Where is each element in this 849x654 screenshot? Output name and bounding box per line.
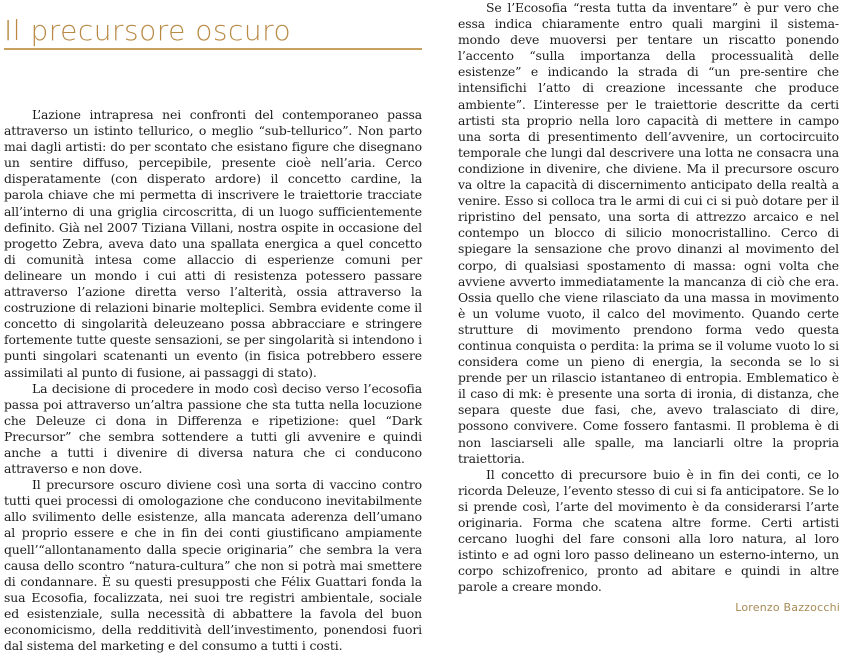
paragraph: Il precursore oscuro diviene così una sorta di vaccino contro tutti quei processi di omologazione che conducono inevitabilmente allo svilimento delle esistenze, alla mancata aderenza dell’umano al proprio essere e che in fin dei conti giustificano ampiamente quell’“allontanamento dalla specie originaria” che sembra la vera causa dello scontro “natura-cultura” che non si potrà mai smettere di condannare. È su questi presupposti che Félix Guattari fonda la sua Ecosofia, focalizzata, nei suoi tre registri ambientale, sociale ed esistenziale, sulla necessità di abbattere la favola del buon economicismo, della redditività dell’investimento, ponendosi fuori dal sistema del marketing e del consumo a tutti i costi. bbox=[4, 477, 422, 654]
author-signature: Lorenzo Bazzocchi bbox=[735, 601, 840, 614]
page-title: Il precursore oscuro bbox=[4, 14, 292, 47]
paragraph: L’azione intrapresa nei confronti del contemporaneo passa attraverso un istinto tellurico, o meglio “sub-tellurico”. Non parto mai dagli artisti: do per scontato che esistano figure che disegnano un sentire diffuso, percepibile, presente cioè nell’aria. Cerco disperatamente (con disperato ardore) il concetto cardine, la parola chiave che mi permetta di inscrivere le traiettorie tracciate all’interno di una griglia circoscritta, di un luogo sufficientemente definito. Già nel 2007 Tiziana Villani, nostra ospite in occasione del progetto Zebra, aveva dato una spallata energica a quel concetto di comunità intesa come allaccio di esperienze comuni per delineare un mondo i cui atti di resistenza potessero passare attraverso l’azione diretta verso l’alterità, ossia attraverso la costruzione di relazioni binarie molteplici. Sembra evidente come il concetto di singolarità deleuzeano possa abbracciare e stringere fortemente tutte queste sensazioni, se per singolarità si intendono i punti singolari scatenanti un evento (in fisica potrebbero essere assimilati al punto di fusione, ai passaggi di stato). bbox=[4, 107, 422, 380]
title-underline bbox=[4, 48, 422, 50]
right-text-column bbox=[458, 0, 839, 595]
paragraph: Il concetto di precursore buio è in fin dei conti, ce lo ricorda Deleuze, l’evento stesso di cui si fa anticipatore. Se lo si prende così, l’arte del movimento è da considerarsi l’arte originaria. Forma che scatena altre forme. Certi artisti cercano luoghi del fare consoni alla loro natura, al loro istinto e ad ogni loro passo delineano un esterno-interno, un corpo schizofrenico, pronto ad abitare e quindi in altre parole a creare mondo. bbox=[458, 466, 839, 595]
left-text-column bbox=[4, 107, 422, 654]
paragraph: La decisione di procedere in modo così deciso verso l’ecosofia passa poi attraverso un’altra passione che sta tutta nella locuzione che Deleuze ci dona in Differenza e ripetizione: quel “Dark Precursor” che sembra sottendere a tutti gli avvenire e quindi anche a tutti i divenire di diversa natura che ci conducono attraverso e non dove. bbox=[4, 380, 422, 477]
paragraph: Se l’Ecosofia “resta tutta da inventare” è pur vero che essa indica chiaramente entro quali margini il sistema-mondo deve muoversi per tentare un riscatto ponendo l’accento “sulla importanza della processualità delle esistenze” e indicando la strada di “un pre-sentire che intensifichi l’atto di creazione incessante che produce ambiente”. L’interesse per le traiettorie descritte da certi artisti sta proprio nella loro capacità di mettere in campo una sorta di presentimento dell’avvenire, un cortocircuito temporale che lungi dal descrivere una lotta ne consacra una condizione in divenire, che diviene. Ma il precursore oscuro va oltre la capacità di discernimento anticipato della realtà a venire. Esso si colloca tra le armi di cui ci si può dotare per il ripristino del pensato, una sorta di attrezzo arcaico e nel contempo un blocco di silicio monocristallino. Cerco di spiegare la sensazione che provo dinanzi al movimento del corpo, di qualsiasi spostamento di massa: ogni volta che avviene avverto immediatamente la mancanza di ciò che era. Ossia quello che viene rilasciato da una massa in movimento è un volume vuoto, il calco del movimento. Quando certe strutture di movimento prendono forma vedo questa continua conquista o perdita: la prima se il volume vuoto lo si considera come un pieno di energia, la seconda se lo si prende per un rilascio istantaneo di entropia. Emblematico è il caso di mk: è presente una sorta di ironia, di distanza, che separa queste due fasi, che, avevo tralasciato di dire, possono convivere. Come fossero fantasmi. Il problema è di non lasciarseli alle spalle, ma lanciarli oltre la propria traiettoria. bbox=[458, 0, 839, 466]
